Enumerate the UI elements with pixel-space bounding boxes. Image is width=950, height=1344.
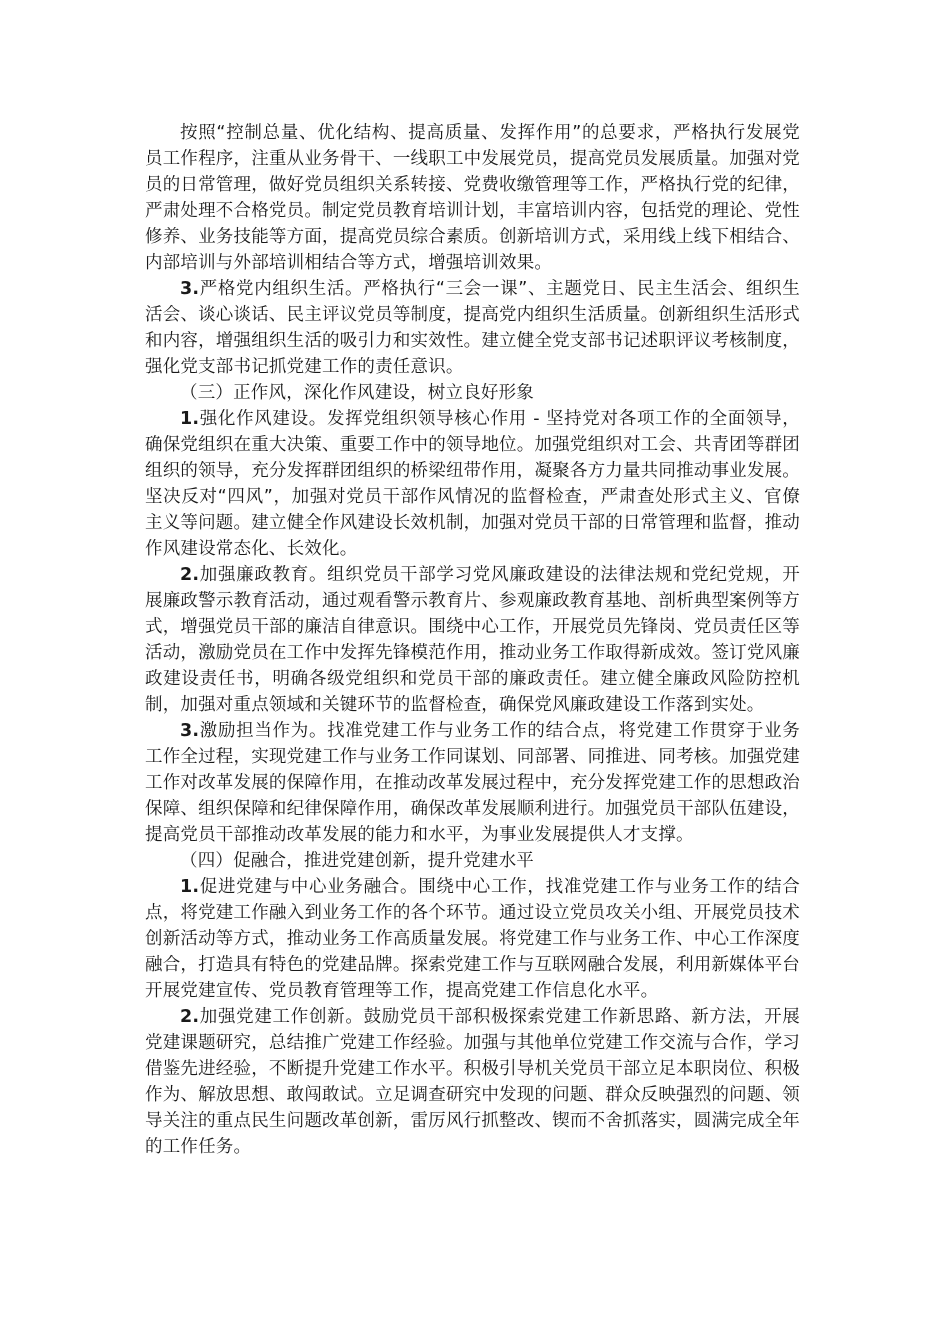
item-number: 1. [180,877,200,897]
paragraph-5: 2.加强廉政教育。组织党员干部学习党风廉政建设的法律法规和党纪党规，开展廉政警示教育活动，通过观看警示教育片、参观廉政教育基地、剖析典型案例等方式，增强党员干部的廉洁自律意识。围绕中心工作，开展党员先锋岗、党员责任区等活动，激励党员在工作中发挥先锋模范作用，推动业务工作取得新成效。签订党风廉政建设责任书，明确各级党组织和党员干部的廉政责任。建立健全廉政风险防控机制，加强对重点领域和关键环节的监督检查，确保党风廉政建设工作落到实处。 [145,565,800,715]
item-number: 2. [180,1007,200,1027]
item-number: 3. [180,721,200,741]
section-heading-3: （三）正作风，深化作风建设，树立良好形象 [180,383,534,403]
paragraph-4: 1.强化作风建设。发挥党组织领导核心作用 - 坚持党对各项工作的全面领导，确保党组织在重大决策、重要工作中的领导地位。加强党组织对工会、共青团等群团组织的领导，充分发挥群团组织的桥梁纽带作用，凝聚各方力量共同推动事业发展。坚决反对“四风”，加强对党员干部作风情况的监督检查，严肃查处形式主义、官僚主义等问题。建立健全作风建设长效机制，加强对党员干部的日常管理和监督，推动作风建设常态化、长效化。 [145,409,800,559]
paragraph-9: 2.加强党建工作创新。鼓励党员干部积极探索党建工作新思路、新方法，开展党建课题研究，总结推广党建工作经验。加强与其他单位党建工作交流与合作，学习借鉴先进经验，不断提升党建工作水平。积极引导机关党员干部立足本职岗位、积极作为、解放思想、敢闯敢试。立足调查研究中发现的问题、群众反映强烈的问题、领导关注的重点民生问题改革创新，雷厉风行抓整改、锲而不舍抓落实，圆满完成全年的工作任务。 [145,1007,800,1157]
item-number: 2. [180,565,200,585]
paragraph-6: 3.激励担当作为。找准党建工作与业务工作的结合点，将党建工作贯穿于业务工作全过程，实现党建工作与业务工作同谋划、同部署、同推进、同考核。加强党建工作对改革发展的保障作用，在推动改革发展过程中，充分发挥党建工作的思想政治保障、组织保障和纪律保障作用，确保改革发展顺利进行。加强党员干部队伍建设，提高党员干部推动改革发展的能力和水平，为事业发展提供人才支撑。 [145,721,800,845]
section-heading-4: （四）促融合，推进党建创新，提升党建水平 [180,851,534,871]
item-number: 3. [180,279,200,299]
paragraph-1: 按照“控制总量、优化结构、提高质量、发挥作用”的总要求，严格执行发展党员工作程序，注重从业务骨干、一线职工中发展党员，提高党员发展质量。加强对党员的日常管理，做好党员组织关系转接、党费收缴管理等工作，严格执行党的纪律，严肃处理不合格党员。制定党员教育培训计划，丰富培训内容，包括党的理论、党性修养、业务技能等方面，提高党员综合素质。创新培训方式，采用线上线下相结合、内部培训与外部培训相结合等方式，增强培训效果。 [145,123,800,273]
item-number: 1. [180,409,200,429]
paragraph-8: 1.促进党建与中心业务融合。围绕中心工作，找准党建工作与业务工作的结合点，将党建工作融入到业务工作的各个环节。通过设立党员攻关小组、开展党员技术创新活动等方式，推动业务工作高质量发展。将党建工作与业务工作、中心工作深度融合，打造具有特色的党建品牌。探索党建工作与互联网融合发展，利用新媒体平台开展党建宣传、党员教育管理等工作，提高党建工作信息化水平。 [145,877,800,1001]
paragraph-2: 3.严格党内组织生活。严格执行“三会一课”、主题党日、民主生活会、组织生活会、谈心谈话、民主评议党员等制度，提高党内组织生活质量。创新组织生活形式和内容，增强组织生活的吸引力和实效性。建立健全党支部书记述职评议考核制度，强化党支部书记抓党建工作的责任意识。 [145,279,800,377]
